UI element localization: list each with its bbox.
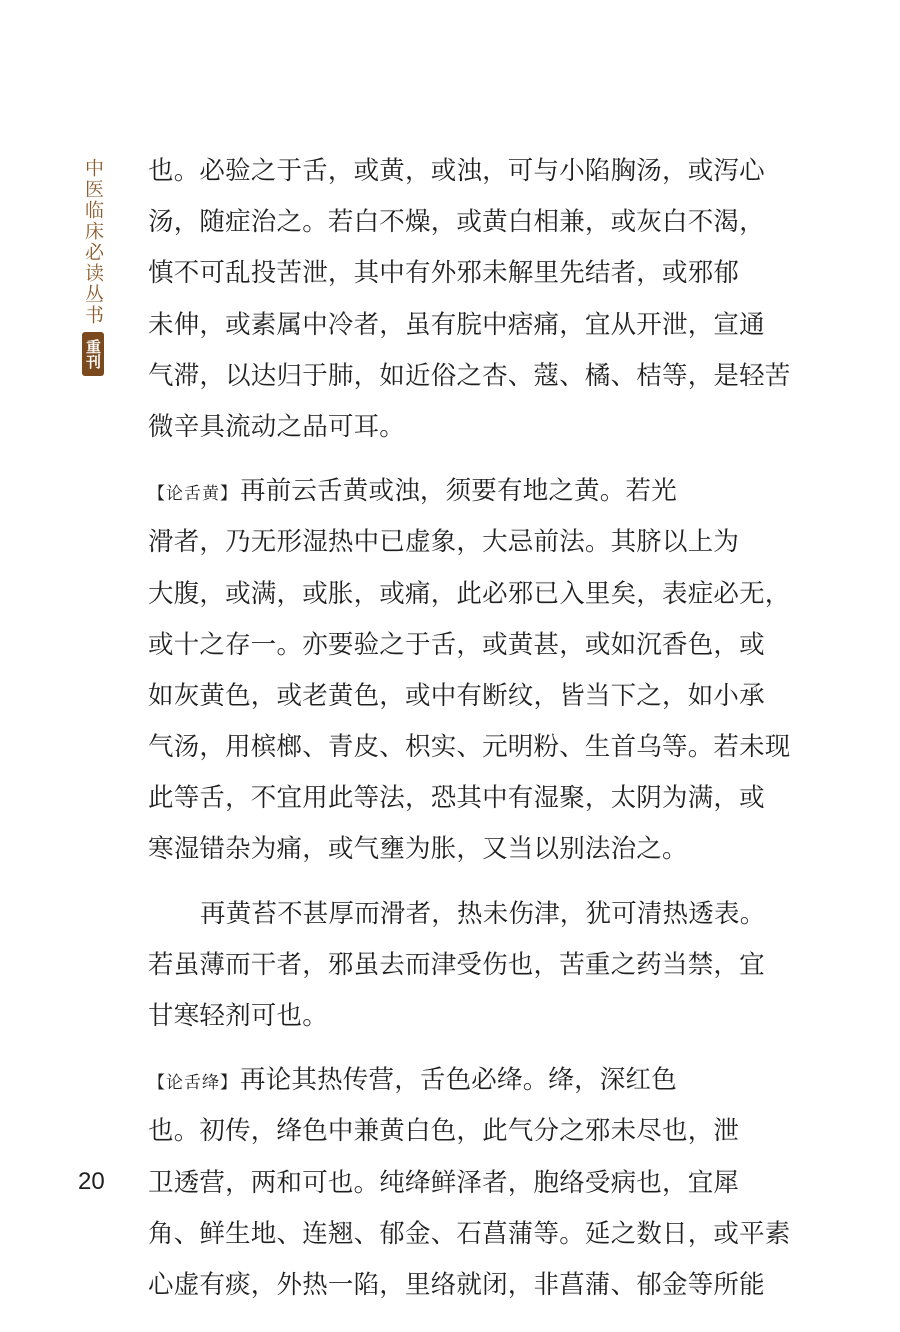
text-line [148, 466, 748, 517]
text-line: 汤，随症治之。若白不燥，或黄白相兼，或灰白不渴， [148, 207, 765, 238]
text-line: 也。必验之于舌，或黄，或浊，可与小陷胸汤，或泻心 [148, 156, 765, 186]
series-title-vertical [80, 158, 106, 376]
text-line: 甘寒轻剂可也。 [148, 1001, 328, 1031]
text-line: 气滞，以达归于肺，如近俗之杏、蔻、橘、桔等，是轻苦 [148, 360, 791, 391]
body-text [148, 146, 791, 1311]
text-line: 卫透营，两和可也。纯绛鲜泽者，胞络受病也，宜犀 [148, 1167, 740, 1198]
text-line: 若虽薄而干者，邪虽去而津受伤也，苦重之药当禁，宜 [148, 949, 765, 980]
text-line: 滑者，乃无形湿热中已虚象，大忌前法。其脐以上为 [148, 527, 740, 558]
text-line: 角、鲜生地、连翘、郁金、石菖蒲等。延之数日，或平素 [148, 1218, 791, 1249]
section-tag-tongue-crimson: 【论舌绛】 [148, 1073, 238, 1094]
page-number: 20 [78, 1168, 105, 1195]
text-line-content: 再前云舌黄或浊，须要有地之黄。若光 [240, 476, 677, 507]
text-line: 或十之存一。亦要验之于舌，或黄甚，或如沉香色，或 [148, 629, 765, 660]
text-line: 再黄苔不甚厚而滑者，热未伤津，犹可清热透表。 [200, 898, 766, 929]
series-title: 中医临床必读丛书 [82, 158, 104, 326]
text-line: 慎不可乱投苦泄，其中有外邪未解里先结者，或邪郁 [148, 258, 740, 289]
text-line: 寒湿错杂为痛，或气壅为胀，又当以别法治之。 [148, 834, 688, 865]
text-line: 大腹，或满，或胀，或痛，此必邪已入里矣，表症必无， [148, 578, 791, 609]
section-tag-tongue-yellow: 【论舌黄】 [148, 484, 238, 505]
text-line: 微辛具流动之品可耳。 [148, 411, 406, 442]
text-line: 此等舌，不宜用此等法，恐其中有湿聚，太阴为满，或 [148, 783, 765, 814]
text-line: 气汤，用槟榔、青皮、枳实、元明粉、生首乌等。若未现 [148, 732, 791, 763]
text-line: 心虚有痰，外热一陷，里络就闭，非菖蒲、郁金等所能 [148, 1269, 765, 1300]
text-line: 也。初传，绛色中兼黄白色，此气分之邪未尽也，泄 [148, 1116, 740, 1147]
series-seal-badge: 重刊 [82, 332, 104, 376]
text-line-content: 再论其热传营，舌色必绛。绛，深红色 [240, 1065, 677, 1096]
text-line: 未伸，或素属中冷者，虽有脘中痞痛，宜从开泄，宣通 [148, 309, 765, 340]
text-line [148, 1055, 748, 1106]
text-line: 如灰黄色，或老黄色，或中有断纹，皆当下之，如小承 [148, 680, 765, 711]
